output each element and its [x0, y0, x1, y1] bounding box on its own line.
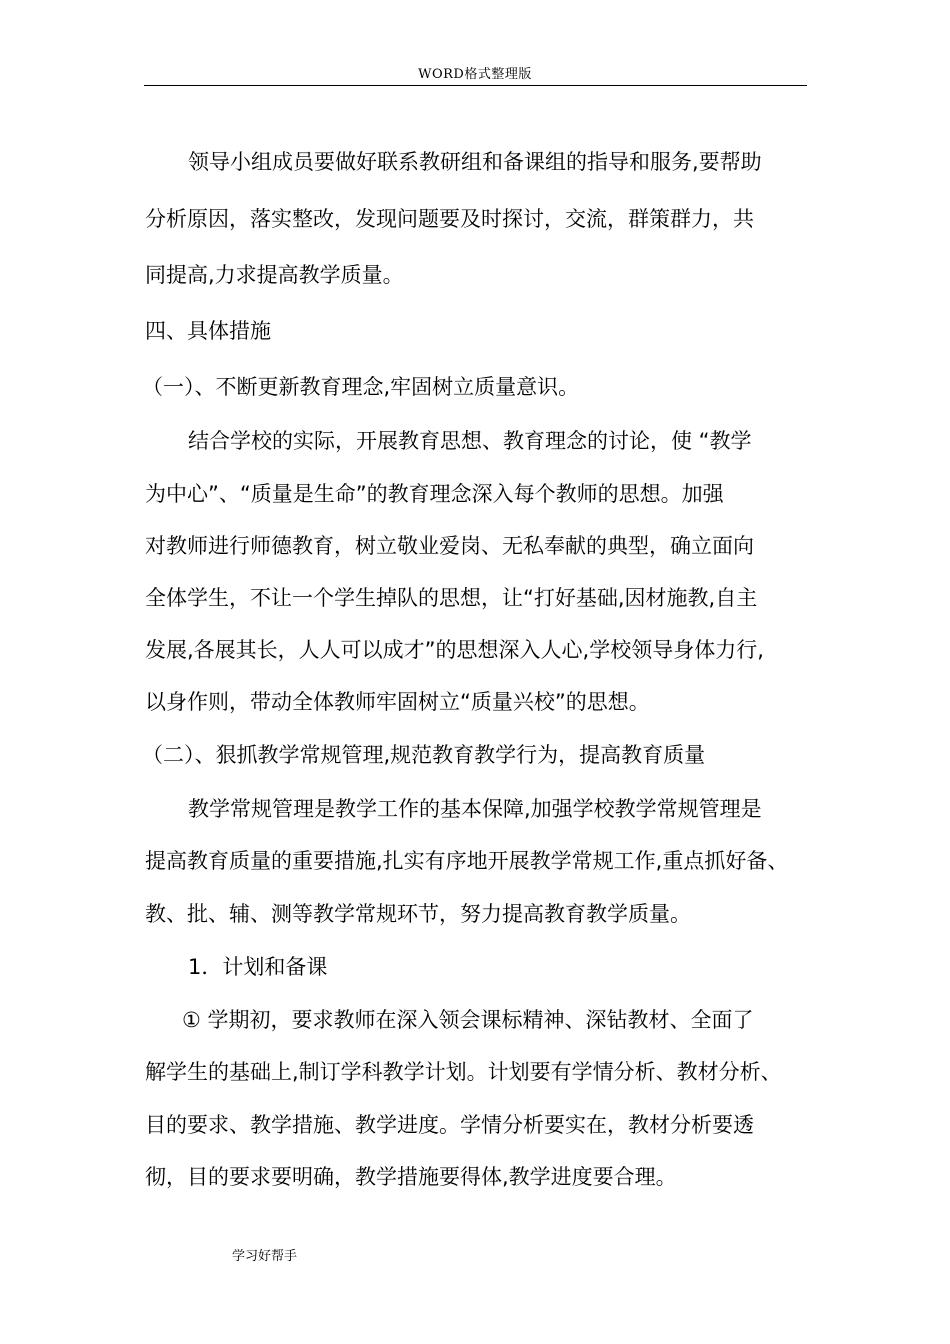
subsection-heading: （二）、狠抓教学常规管理,规范教育教学行为，提高教育质量	[142, 743, 706, 767]
paragraph-line: 教、批、辅、测等教学常规环节，努力提高教育教学质量。	[145, 902, 691, 926]
page-footer-text: 学习好帮手	[232, 1249, 298, 1264]
paragraph-line: 领导小组成员要做好联系教研组和备课组的指导和服务,要帮助	[188, 150, 762, 174]
paragraph-line: 教学常规管理是教学工作的基本保障,加强学校教学常规管理是	[188, 797, 762, 821]
subsection-heading: （一）、不断更新教育理念,牢固树立质量意识。	[142, 375, 580, 399]
section-heading: 四、具体措施	[145, 319, 271, 343]
paragraph-line: 结合学校的实际，开展教育思想、教育理念的讨论，使 “教学	[188, 429, 752, 453]
paragraph-line: 对教师进行师德教育，树立敬业爱岗、无私奉献的典型，确立面向	[145, 534, 754, 558]
paragraph-line: 全体学生，不让一个学生掉队的思想，让“打好基础,因材施教,自主	[145, 586, 758, 610]
paragraph-line: 以身作则，带动全体教师牢固树立“质量兴校”的思想。	[145, 690, 650, 714]
header-rule	[144, 85, 807, 86]
page-header-title: WORD格式整理版	[418, 67, 532, 82]
paragraph-line: 彻，目的要求要明确，教学措施要得体,教学进度要合理。	[145, 1165, 677, 1189]
paragraph-line: 发展,各展其长，人人可以成才”的思想深入人心,学校领导身体力行,	[145, 638, 764, 662]
paragraph-line: 分析原因，落实整改，发现问题要及时探讨，交流，群策群力，共	[145, 207, 754, 231]
paragraph-line: 为中心”、“质量是生命”的教育理念深入每个教师的思想。加强	[145, 482, 724, 506]
paragraph-line: 目的要求、教学措施、教学进度。学情分析要实在，教材分析要透	[145, 1113, 754, 1137]
list-item-heading: 1．计划和备课	[188, 955, 328, 979]
paragraph-line: 提高教育质量的重要措施,扎实有序地开展教学常规工作,重点抓好备、	[145, 849, 789, 873]
paragraph-line: 同提高,力求提高教学质量。	[145, 263, 404, 287]
paragraph-line: ① 学期初，要求教师在深入领会课标精神、深钻教材、全面了	[182, 1008, 754, 1032]
paragraph-line: 解学生的基础上,制订学科教学计划。计划要有学情分析、教材分析、	[145, 1060, 782, 1084]
